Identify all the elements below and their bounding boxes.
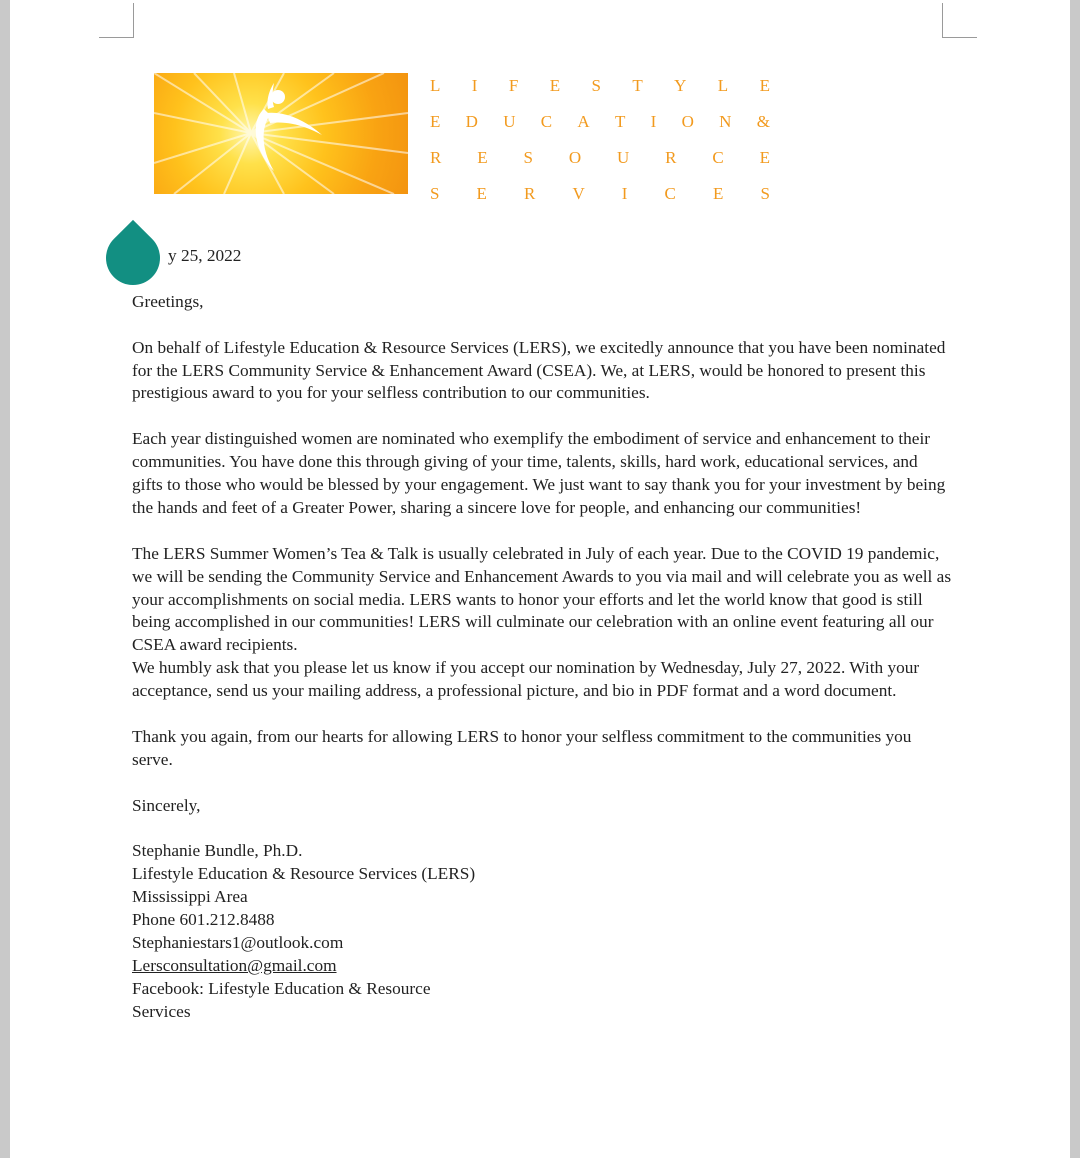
logo-line-resource: R E S O U R C E (430, 148, 770, 167)
logo-line-lifestyle: L I F E S T Y L E (430, 76, 770, 95)
logo-image (154, 73, 408, 194)
crop-mark-top-right (942, 3, 977, 38)
signature-block (132, 840, 952, 1023)
signer-name: Stephanie Bundle, Ph.D. (132, 841, 303, 861)
closing: Sincerely, (132, 795, 201, 815)
signer-area: Mississippi Area (132, 887, 248, 907)
letter-date: y 25, 2022 (168, 246, 242, 265)
logo-wordmark (430, 68, 770, 212)
logo-line-education: E D U C A T I O N & (430, 112, 770, 131)
signer-phone: Phone 601.212.8488 (132, 910, 275, 930)
paragraph-1: On behalf of Lifestyle Education & Resource Services (LERS), we excitedly announce that you have been nominated for the LERS Community Service & Enhancement Award (CSEA). We, at LERS, would be honored to present this prestigious award to you for your selfless contribution to our communities. (132, 337, 946, 403)
greeting: Greetings, (132, 291, 204, 311)
paragraph-2: Each year distinguished women are nominated who exemplify the embodiment of service and enhancement to their communities. You have done this through giving of your time, talents, skills, hard work, educational services, and gifts to those who would be blessed by your engagement. We just want to say thank you for your investment by being the hands and feet of a Greater Power, sharing a sincere love for people, and enhancing our communities! (132, 429, 946, 517)
paragraph-3: The LERS Summer Women’s Tea & Talk is usually celebrated in July of each year. Due to the COVID 19 pandemic, we will be sending the Community Service and Enhancement Awards to you via mail and will celebrate you as well as your accomplishments on social media. LERS wants to honor your efforts and let the world know that good is still being accomplished in our communities! LERS will culminate our celebration with an online event featuring all our CSEA award recipients. (132, 543, 952, 655)
paragraph-5: Thank you again, from our hearts for allowing LERS to honor your selfless commitment to the communities you serve. (132, 726, 912, 769)
paragraph-4: We humbly ask that you please let us know if you accept our nomination by Wednesday, July 27, 2022. With your acceptance, send us your mailing address, a professional picture, and bio in PDF format and a word document. (132, 658, 920, 701)
signer-email-gmail-link[interactable]: Lersconsultation@gmail.com (132, 955, 337, 975)
signer-organization: Lifestyle Education & Resource Services (LERS) (132, 864, 476, 884)
logo-line-services: S E R V I C E S (430, 184, 770, 203)
crop-mark-top-left (99, 3, 134, 38)
letter-body (132, 245, 952, 1024)
signer-email-outlook: Stephaniestars1@outlook.com (132, 933, 344, 953)
document-page (10, 0, 1070, 1158)
signer-facebook-cont: Services (132, 1001, 191, 1021)
signer-facebook: Facebook: Lifestyle Education & Resource (132, 978, 431, 998)
